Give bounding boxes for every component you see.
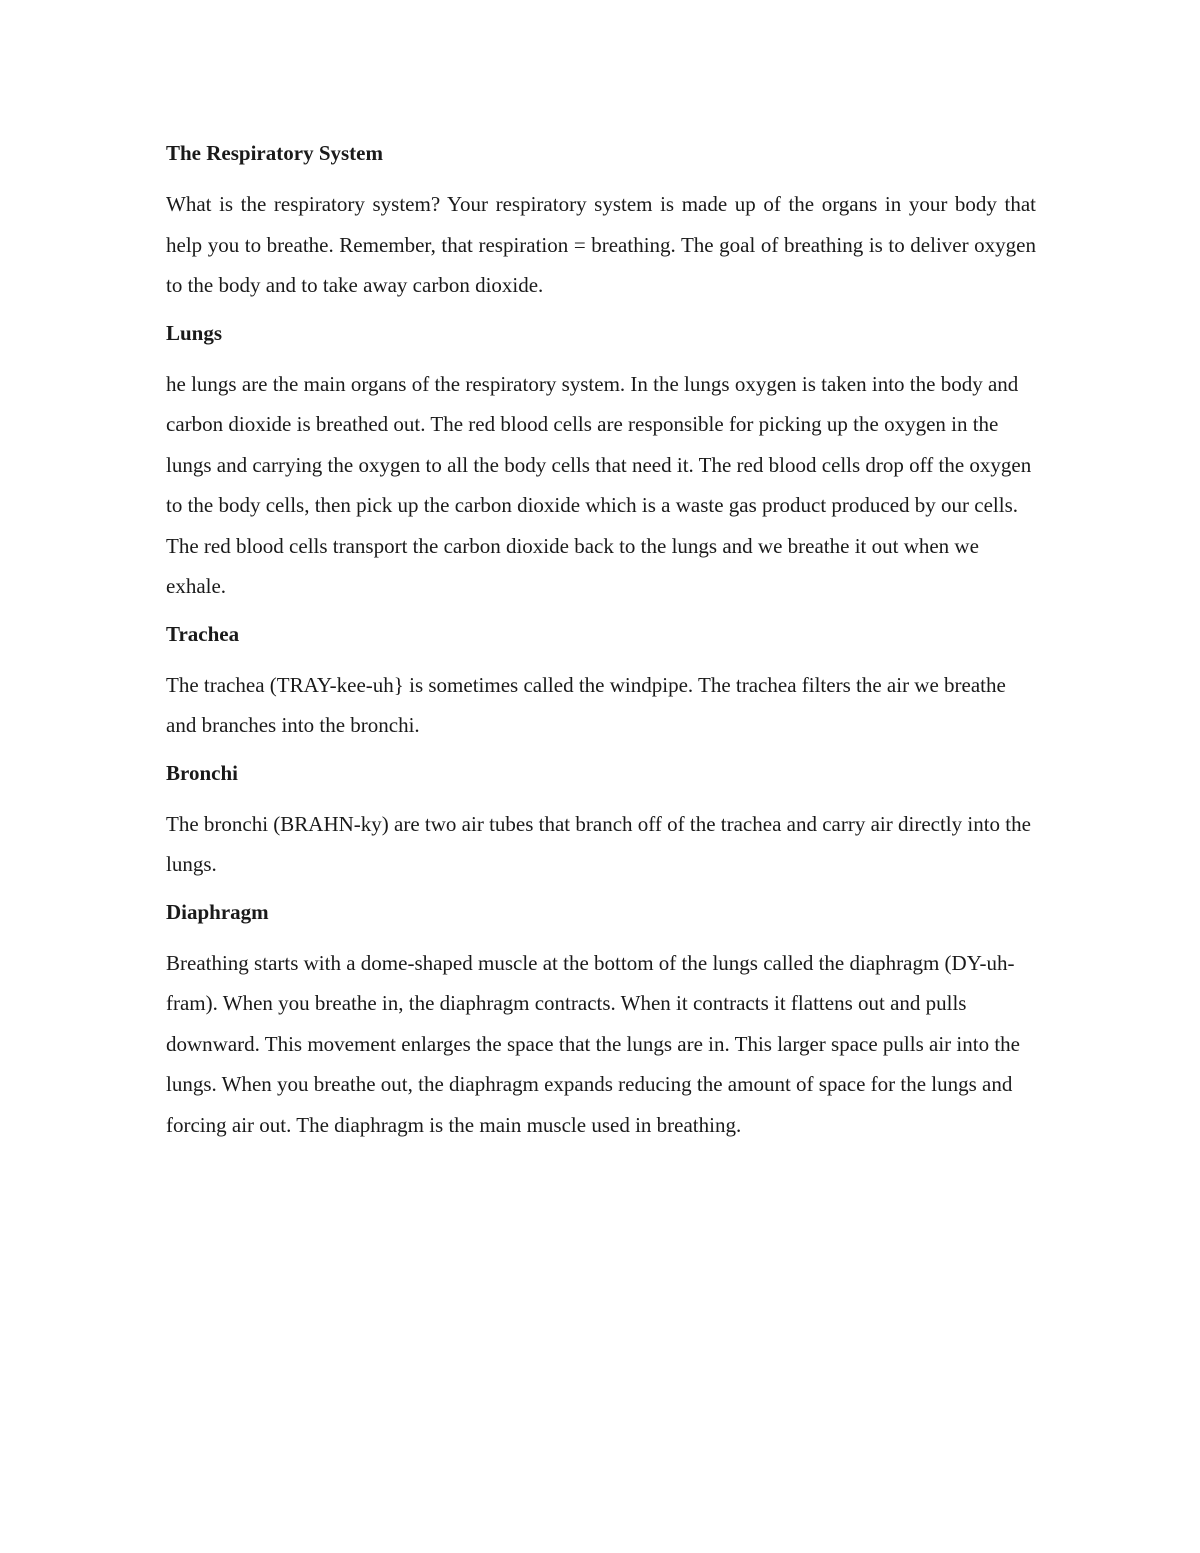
document-title: The Respiratory System xyxy=(166,141,383,165)
section-body-diaphragm: Breathing starts with a dome-shaped muscle at the bottom of the lungs called the diaphragm (DY-uh-fram). When you breathe in, the diaphragm contracts. When it contracts it flattens out and pulls downward. This movement enlarges the space that the lungs are in. This larger space pulls air into the lungs. When you breathe out, the diaphragm expands reducing the amount of space for the lungs and forcing air out. The diaphragm is the main muscle used in breathing. xyxy=(166,950,1020,1137)
section-heading-trachea: Trachea xyxy=(166,621,240,646)
intro-paragraph: What is the respiratory system? Your respiratory system is made up of the organs in your body that help you to breathe. Remember, that respiration = breathing. The goal of breathing is to deliver oxygen to the body and to take away carbon dioxide. xyxy=(166,192,1036,297)
section-heading-lungs: Lungs xyxy=(166,320,223,345)
section-body-trachea: The trachea (TRAY-kee-uh} is sometimes called the windpipe. The trachea filters the air we breathe and branches into the bronchi. xyxy=(166,672,1006,737)
section-heading-diaphragm: Diaphragm xyxy=(166,899,269,924)
section-body-bronchi: The bronchi (BRAHN-ky) are two air tubes that branch off of the trachea and carry air directly into the lungs. xyxy=(166,811,1031,876)
document-page xyxy=(166,138,1036,1157)
section-body-lungs: he lungs are the main organs of the respiratory system. In the lungs oxygen is taken into the body and carbon dioxide is breathed out. The red blood cells are responsible for picking up the oxygen in the lungs and carrying the oxygen to all the body cells that need it. The red blood cells drop off the oxygen to the body cells, then pick up the carbon dioxide which is a waste gas product produced by our cells. The red blood cells transport the carbon dioxide back to the lungs and we breathe it out when we exhale. xyxy=(166,371,1032,598)
section-heading-bronchi: Bronchi xyxy=(166,760,238,785)
